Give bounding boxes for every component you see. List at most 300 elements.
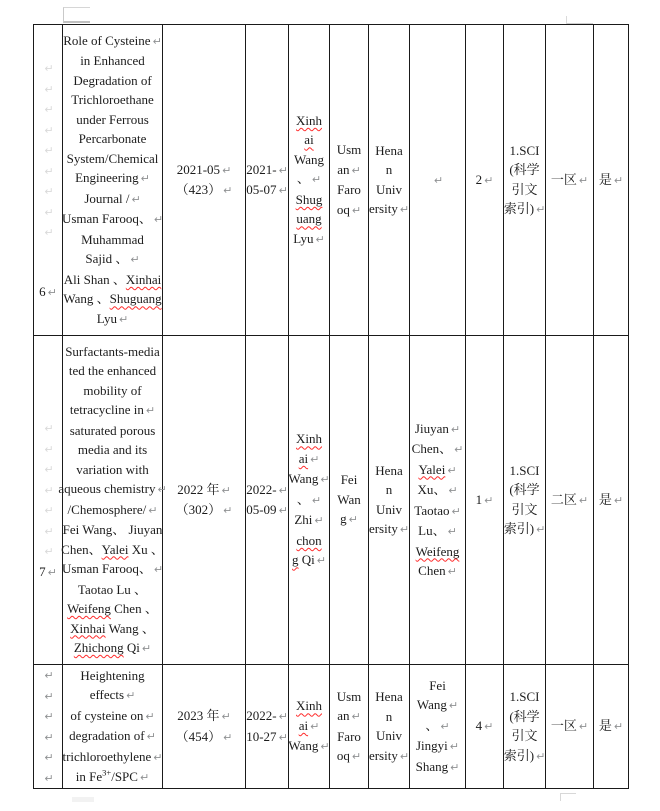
spellcheck-flagged-text: g	[292, 552, 299, 568]
spellcheck-flagged-text: Xinh	[296, 112, 322, 128]
text-line	[246, 480, 288, 501]
university-cell[interactable]	[369, 665, 410, 789]
table-row	[34, 25, 629, 336]
paragraph-mark-icon: ↵	[433, 173, 444, 187]
rank-number-cell[interactable]	[466, 25, 504, 336]
text-line	[412, 439, 464, 460]
cell-text: trichloroethylene	[62, 748, 152, 764]
cell-text: Qi	[123, 640, 140, 655]
text-line	[386, 707, 393, 727]
cell-text: Fei	[340, 472, 358, 488]
text-line	[90, 685, 136, 706]
spellcheck-flagged-text: Xinhai	[70, 620, 106, 636]
paragraph-mark-icon: ↵	[44, 164, 54, 178]
corresponding-author-cell[interactable]	[330, 25, 369, 336]
paragraph-mark-icon: ↵	[351, 163, 361, 177]
text-line	[293, 229, 324, 250]
text-line	[376, 500, 402, 520]
text-line	[177, 480, 230, 501]
text-line	[42, 99, 53, 120]
text-line	[510, 141, 540, 161]
text-line	[299, 449, 320, 470]
paragraph-mark-icon: ↵	[320, 740, 330, 754]
paragraph-mark-icon: ↵	[140, 172, 150, 186]
paragraph-mark-icon: ↵	[536, 203, 546, 216]
cell-text: 1.SCI	[509, 462, 540, 478]
rank-number-cell[interactable]	[466, 336, 504, 665]
text-line	[296, 531, 321, 551]
paragraph-mark-icon: ↵	[351, 710, 361, 723]
table-row	[34, 665, 629, 789]
text-line	[417, 695, 458, 716]
title-journal-authors-cell[interactable]	[63, 665, 163, 789]
text-line	[511, 726, 537, 746]
cell-text: ersity	[368, 521, 398, 536]
paragraph-mark-icon: ↵	[536, 749, 546, 763]
text-line	[386, 160, 393, 180]
text-line	[337, 140, 362, 160]
cell-text: Qi	[298, 552, 315, 568]
cell-text: 引文	[511, 181, 538, 197]
cell-text: Fei Wang、 Jiuyan	[62, 522, 163, 537]
cell-text: Journal /	[84, 190, 130, 206]
spellcheck-flagged-text: Shug	[295, 191, 323, 207]
text-line	[62, 559, 163, 580]
text-line	[246, 706, 288, 727]
text-line	[64, 270, 162, 290]
table-row	[34, 336, 629, 665]
sci-index-cell[interactable]	[504, 25, 546, 336]
cell-text: media and its	[77, 442, 148, 457]
text-line	[246, 727, 288, 748]
paragraph-mark-icon: ↵	[223, 504, 233, 517]
text-line	[599, 170, 623, 191]
text-line	[416, 736, 459, 757]
cell-text: /SPC	[111, 769, 138, 784]
cell-text: Sajid 、	[85, 251, 129, 267]
paragraph-mark-icon: ↵	[131, 192, 141, 206]
text-line	[81, 230, 144, 250]
text-line	[85, 249, 139, 270]
text-line	[414, 501, 460, 522]
spellcheck-flagged-text: chon	[296, 532, 322, 548]
paragraph-mark-icon: ↵	[47, 565, 57, 579]
year-volume-cell[interactable]	[163, 665, 246, 789]
paragraph-mark-icon: ↵	[44, 185, 54, 198]
cell-text: 7	[39, 563, 46, 579]
cell-text: （423）	[175, 182, 222, 197]
cell-text: Wang 、	[105, 620, 155, 636]
confirmation-cell[interactable]	[594, 665, 629, 789]
cell-text: ersity	[368, 201, 398, 216]
sci-index-cell[interactable]	[504, 336, 546, 665]
text-line	[42, 418, 53, 439]
paragraph-mark-icon: ↵	[157, 483, 167, 496]
text-line	[304, 130, 313, 150]
authors-cell[interactable]	[289, 25, 330, 336]
paragraph-mark-icon: ↵	[44, 504, 54, 517]
next-row-remnant-mark	[72, 797, 94, 802]
cell-text: 引文	[511, 501, 538, 517]
text-line	[337, 706, 361, 727]
confirmation-cell[interactable]	[594, 336, 629, 665]
cell-text: 3+	[102, 767, 112, 778]
corresponding-author-cell[interactable]	[330, 336, 369, 665]
paragraph-mark-icon: ↵	[223, 730, 233, 744]
text-line	[509, 480, 539, 500]
paragraph-mark-icon: ↵	[44, 205, 54, 219]
paragraph-mark-icon: ↵	[148, 503, 158, 517]
cell-text: 、	[425, 717, 439, 733]
paragraph-mark-icon: ↵	[44, 710, 54, 723]
cell-text: 2023 年	[177, 708, 220, 723]
cell-text: (科学	[509, 162, 540, 177]
text-line	[417, 480, 457, 501]
confirmation-cell[interactable]	[594, 25, 629, 336]
text-line	[296, 190, 323, 210]
cell-text: 一区	[550, 171, 577, 187]
text-line	[551, 716, 588, 737]
authors-cell[interactable]	[289, 665, 330, 789]
cell-text: Faro	[337, 728, 361, 744]
row-number-cell[interactable]	[34, 336, 63, 665]
cell-text: Lyu	[293, 230, 314, 246]
cell-text: Hena	[375, 462, 403, 478]
rank-number-cell[interactable]	[466, 665, 504, 789]
journal-partition-cell[interactable]	[546, 336, 594, 665]
paragraph-mark-icon: ↵	[44, 524, 54, 538]
spellcheck-flagged-text: Shuguang	[109, 291, 162, 307]
spellcheck-flagged-text: Xinh	[296, 431, 322, 447]
text-line	[61, 540, 164, 560]
text-line	[74, 638, 151, 659]
cell-text: tetracycline in	[69, 402, 144, 417]
cell-text: Surfactants-media	[65, 343, 160, 359]
paragraph-mark-icon: ↵	[310, 452, 320, 466]
text-line	[176, 180, 233, 201]
cell-text: 索引)	[503, 747, 535, 763]
text-line	[70, 619, 155, 639]
cell-text: 2022-	[246, 481, 277, 497]
text-line	[42, 79, 53, 100]
other-authors-cell[interactable]	[410, 336, 466, 665]
cell-text: 、	[296, 171, 310, 187]
text-line	[246, 180, 288, 201]
cell-text: n	[385, 708, 393, 724]
row-number-cell[interactable]	[34, 665, 63, 789]
cell-text: Chen	[418, 563, 446, 578]
text-line	[341, 470, 358, 490]
text-line	[418, 561, 457, 582]
paragraph-mark-icon: ↵	[126, 689, 136, 702]
other-authors-cell[interactable]	[410, 665, 466, 789]
text-line	[63, 31, 162, 52]
text-line	[42, 161, 53, 182]
cell-text: Wan	[337, 491, 361, 507]
text-line	[376, 726, 402, 746]
text-line	[42, 686, 53, 707]
text-line	[63, 289, 161, 309]
text-line	[176, 500, 233, 521]
cell-text: 、	[296, 491, 310, 507]
cell-text: Lyu	[96, 310, 117, 326]
cell-text: 索引)	[503, 201, 535, 216]
paragraph-mark-icon: ↵	[399, 523, 410, 536]
cell-text: Wang	[294, 151, 324, 167]
cell-text: variation with	[76, 461, 149, 477]
text-line	[337, 687, 362, 707]
cell-text: Usman Farooq、	[61, 561, 152, 576]
text-line	[504, 746, 546, 767]
paragraph-mark-icon: ↵	[278, 483, 288, 497]
cell-text: Univ	[376, 181, 402, 197]
cell-text: n	[385, 162, 393, 177]
paragraph-mark-icon: ↵	[221, 710, 231, 723]
text-line	[337, 200, 361, 221]
paragraph-mark-icon: ↵	[145, 709, 155, 723]
text-line	[337, 746, 361, 767]
cell-text: Lu、	[418, 523, 446, 538]
paragraph-mark-icon: ↵	[223, 184, 233, 197]
paragraph-mark-icon: ↵	[578, 720, 589, 734]
paragraph-mark-icon: ↵	[44, 62, 54, 75]
text-line	[292, 550, 326, 571]
cell-text: in Enhanced	[80, 53, 145, 69]
text-line	[69, 726, 156, 747]
text-line	[337, 490, 361, 510]
corresponding-author-cell[interactable]	[330, 665, 369, 789]
text-line	[58, 479, 166, 500]
cell-text: Usm	[336, 142, 362, 157]
text-line	[246, 160, 288, 181]
cell-text: Usm	[336, 688, 362, 704]
university-cell[interactable]	[369, 25, 410, 336]
text-line	[176, 727, 233, 748]
paragraph-mark-icon: ↵	[311, 493, 322, 507]
authors-cell[interactable]	[289, 336, 330, 665]
cell-text: Jingyi	[415, 738, 448, 754]
paragraph-mark-icon: ↵	[221, 483, 231, 497]
text-line	[62, 747, 162, 768]
paragraph-mark-icon: ↵	[447, 565, 457, 578]
paragraph-mark-icon: ↵	[44, 144, 54, 157]
spellcheck-flagged-text: uang	[296, 211, 322, 227]
date-cell[interactable]	[246, 336, 289, 665]
paragraph-mark-icon: ↵	[44, 422, 54, 435]
spellcheck-flagged-text: ai	[304, 132, 314, 148]
text-line	[177, 706, 230, 727]
cell-text: Role of Cysteine	[63, 32, 151, 48]
cell-text: Wang	[416, 697, 447, 713]
paragraph-mark-icon: ↵	[44, 483, 54, 497]
cell-text: aqueous chemistry	[58, 481, 156, 496]
text-line	[42, 120, 53, 141]
text-line	[80, 51, 145, 71]
other-authors-cell[interactable]	[410, 25, 466, 336]
cell-text: Ali Shan 、	[63, 271, 126, 287]
paragraph-mark-icon: ↵	[451, 504, 461, 518]
text-line	[78, 580, 147, 600]
date-cell[interactable]	[246, 25, 289, 336]
text-line	[599, 716, 623, 737]
paragraph-mark-icon: ↵	[44, 545, 54, 558]
cell-text: 2021-05	[176, 161, 221, 177]
spellcheck-flagged-text: Xinh	[296, 698, 322, 714]
text-line	[375, 687, 402, 707]
cell-text: an	[337, 161, 350, 177]
text-line	[551, 490, 588, 511]
cell-text: Wang 、	[63, 291, 110, 307]
spellcheck-flagged-text: Weifeng	[415, 543, 460, 559]
text-line	[376, 180, 402, 200]
paragraph-mark-icon: ↵	[47, 285, 57, 299]
paragraph-mark-icon: ↵	[399, 749, 410, 763]
paragraph-mark-icon: ↵	[536, 523, 546, 536]
text-line	[68, 500, 158, 521]
spellcheck-flagged-text: Yalei	[101, 541, 129, 557]
text-line	[42, 768, 53, 789]
cell-text: Chen 、	[110, 601, 158, 616]
cell-text: degradation of	[69, 728, 145, 743]
cell-text: Fei	[429, 677, 446, 693]
paragraph-mark-icon: ↵	[145, 404, 156, 417]
text-line	[39, 282, 57, 303]
cell-text: 10-27	[246, 728, 277, 744]
paragraph-mark-icon: ↵	[454, 443, 464, 456]
cell-text: Hena	[375, 689, 403, 704]
text-line	[294, 150, 324, 170]
text-line	[337, 180, 361, 200]
paragraph-mark-icon: ↵	[613, 493, 624, 507]
text-line	[340, 509, 358, 530]
sci-index-cell[interactable]	[504, 665, 546, 789]
paragraph-mark-icon: ↵	[447, 525, 457, 538]
text-line	[42, 500, 53, 521]
paragraph-mark-icon: ↵	[613, 173, 624, 187]
text-line	[296, 696, 322, 716]
paragraph-mark-icon: ↵	[153, 563, 164, 576]
text-line	[476, 490, 494, 511]
text-line	[369, 746, 409, 767]
title-journal-authors-cell[interactable]	[58, 336, 167, 665]
row-number-cell[interactable]	[34, 25, 63, 336]
paragraph-mark-icon: ↵	[146, 730, 156, 743]
text-line	[97, 309, 128, 330]
year-volume-cell[interactable]	[163, 25, 246, 336]
cell-text: 1.SCI	[509, 689, 540, 704]
text-line	[80, 666, 144, 686]
paragraph-mark-icon: ↵	[351, 203, 362, 217]
paragraph-mark-icon: ↵	[44, 689, 54, 703]
paragraph-mark-icon: ↵	[447, 463, 457, 477]
text-line	[297, 490, 321, 511]
cell-text: Xu 、	[128, 541, 164, 557]
cell-text: Degradation of	[73, 72, 152, 88]
paragraph-mark-icon: ↵	[311, 173, 322, 187]
cell-text: Jiuyan	[414, 420, 449, 436]
text-line	[42, 727, 53, 748]
text-line	[73, 71, 151, 91]
paragraph-mark-icon: ↵	[449, 740, 459, 754]
text-line	[84, 189, 140, 210]
cell-text: oq	[336, 201, 350, 217]
paragraph-mark-icon: ↵	[448, 484, 458, 497]
cell-text: 是	[598, 491, 612, 507]
journal-partition-cell[interactable]	[546, 25, 594, 336]
cell-text: saturated porous	[69, 422, 156, 438]
cell-text: 是	[598, 171, 612, 187]
text-line	[42, 181, 53, 202]
cell-text: Wang	[288, 471, 319, 487]
cell-text: Chen、	[61, 541, 102, 557]
cell-text: 1.SCI	[509, 142, 540, 158]
cell-text: System/Chemical	[66, 150, 159, 166]
year-volume-cell[interactable]	[163, 336, 246, 665]
text-line	[39, 562, 57, 583]
paragraph-mark-icon: ↵	[399, 203, 410, 216]
title-journal-authors-cell[interactable]	[63, 25, 163, 336]
university-cell[interactable]	[369, 336, 410, 665]
text-line	[42, 521, 53, 542]
paragraph-mark-icon: ↵	[450, 422, 461, 436]
text-line	[294, 510, 323, 531]
paragraph-mark-icon: ↵	[484, 493, 494, 507]
journal-partition-cell[interactable]	[546, 665, 594, 789]
text-line	[337, 160, 361, 181]
text-line	[299, 716, 320, 737]
text-line	[67, 599, 158, 619]
cell-text: 05-07	[246, 182, 277, 197]
text-line	[509, 707, 539, 727]
text-line	[599, 490, 623, 511]
paragraph-mark-icon: ↵	[351, 750, 362, 763]
paragraph-mark-icon: ↵	[153, 750, 163, 764]
text-line	[42, 202, 53, 223]
publications-table	[33, 24, 629, 789]
spellcheck-flagged-text: Weifeng	[67, 601, 111, 616]
cell-text: ted the enhanced	[68, 363, 157, 378]
paragraph-mark-icon: ↵	[278, 184, 288, 197]
cell-text: 是	[598, 718, 612, 734]
date-cell[interactable]	[246, 665, 289, 789]
text-line	[415, 419, 460, 440]
paragraph-mark-icon: ↵	[153, 213, 164, 227]
text-line	[63, 520, 163, 540]
text-line	[70, 400, 155, 421]
cell-text: ersity	[368, 747, 398, 763]
cell-text: g	[340, 511, 347, 527]
paragraph-mark-icon: ↵	[278, 730, 288, 744]
cell-text: (科学	[509, 482, 540, 497]
paragraph-mark-icon: ↵	[44, 226, 54, 239]
paragraph-mark-icon: ↵	[440, 719, 450, 733]
cell-text: 2022 年	[177, 481, 220, 497]
paragraph-mark-icon: ↵	[484, 720, 494, 734]
cell-text: 1	[475, 491, 483, 507]
text-line	[70, 706, 154, 727]
text-line	[416, 757, 460, 778]
paragraph-mark-icon: ↵	[44, 442, 54, 456]
text-line	[296, 111, 322, 131]
paragraph-mark-icon: ↵	[484, 173, 494, 187]
paragraph-mark-icon: ↵	[578, 173, 589, 187]
text-line	[476, 170, 494, 191]
cell-text: 2022-	[246, 708, 277, 723]
cell-text: an	[337, 708, 350, 723]
paragraph-mark-icon: ↵	[278, 163, 288, 177]
cell-text: （454）	[175, 728, 222, 744]
cell-text: Faro	[337, 182, 361, 197]
